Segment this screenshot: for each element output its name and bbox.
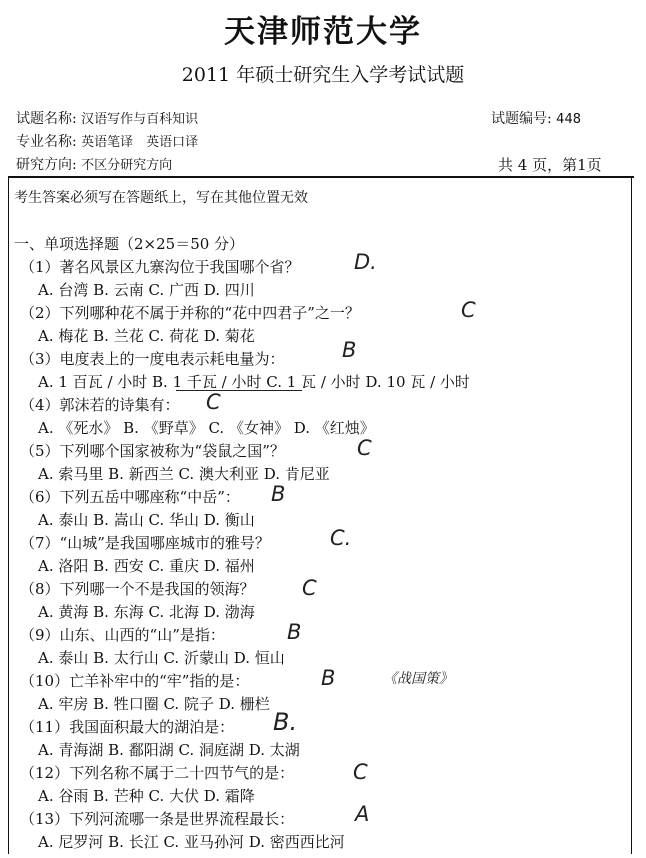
subject-row (16, 108, 198, 128)
subject-value: 汉语写作与百科知识 (81, 112, 199, 127)
major-label: 专业名称: (16, 134, 77, 150)
question-9: （9）山东、山西的“山”是指： (20, 626, 225, 644)
question-12: （12）下列名称不属于二十四节气的是： (20, 764, 295, 782)
major-row (16, 131, 198, 151)
options-10: A. 牢房 B. 牲口圈 C. 院子 D. 栅栏 (38, 695, 270, 713)
handwritten-note-10: 《战国策》 (383, 671, 453, 687)
answer-mark-6: B (271, 482, 286, 506)
question-11: （11）我国面积最大的湖泊是： (20, 718, 235, 736)
answer-mark-2: C (461, 298, 476, 322)
answer-mark-8: C (302, 576, 317, 600)
major-value: 英语笔译 英语口译 (81, 135, 199, 150)
question-13: （13）下列河流哪一条是世界流程最长： (20, 810, 295, 828)
answer-mark-10: B (321, 666, 336, 690)
options-4: A. 《死水》 B. 《野草》 C. 《女神》 D. 《红烛》 (38, 419, 375, 437)
university-title: 天津师范大学 (224, 14, 422, 50)
options-3: A. 1 百瓦 / 小时 B. 1 千瓦 / 小时 C. 1 瓦 / 小时 D. 10 瓦 / 小时 (38, 373, 470, 391)
options-5: A. 索马里 B. 新西兰 C. 澳大利亚 D. 肯尼亚 (38, 465, 330, 483)
answer-mark-1: D. (354, 250, 377, 274)
answer-mark-13: A (355, 802, 370, 826)
options-13: A. 尼罗河 B. 长江 C. 亚马孙河 D. 密西西比河 (38, 833, 345, 851)
notice-text: 考生答案必须写在答题纸上，写在其他位置无效 (14, 190, 308, 206)
answer-underline-3 (176, 390, 302, 391)
answer-mark-7: C. (330, 526, 352, 550)
options-1: A. 台湾 B. 云南 C. 广西 D. 四川 (38, 281, 255, 299)
question-1: （1）著名风景区九寨沟位于我国哪个省？ (20, 258, 300, 276)
options-9: A. 泰山 B. 太行山 C. 沂蒙山 D. 恒山 (38, 649, 285, 667)
options-2: A. 梅花 B. 兰花 C. 荷花 D. 菊花 (38, 327, 255, 345)
answer-mark-11: B. (273, 708, 298, 736)
subject-label: 试题名称: (16, 111, 77, 127)
answer-mark-12: C (353, 760, 368, 784)
question-2: （2）下列哪种花不属于并称的“花中四君子”之一？ (20, 304, 360, 322)
section-title: 一、单项选择题（2×25＝50 分） (14, 235, 245, 253)
direction-value: 不区分研究方向 (81, 158, 173, 173)
code-value: 448 (556, 112, 581, 127)
direction-row (16, 154, 172, 174)
code-label: 试题编号: (491, 111, 552, 127)
options-11: A. 青海湖 B. 鄱阳湖 C. 洞庭湖 D. 太湖 (38, 741, 300, 759)
answer-mark-5: C (357, 436, 372, 460)
question-10: （10）亡羊补牢中的“牢”指的是： (20, 672, 250, 690)
question-5: （5）下列哪个国家被称为“袋鼠之国”？ (20, 442, 285, 460)
code-row (491, 108, 581, 128)
answer-mark-9: B (287, 620, 302, 644)
question-6: （6）下列五岳中哪座称“中岳”： (20, 488, 240, 506)
options-12: A. 谷雨 B. 芒种 C. 大伏 D. 霜降 (38, 787, 255, 805)
page-count: 共 4 页，第1页 (498, 156, 602, 174)
question-7: （7）“山城”是我国哪座城市的雅号？ (20, 534, 270, 552)
question-3: （3）电度表上的一度电表示耗电量为： (20, 350, 285, 368)
options-8: A. 黄海 B. 东海 C. 北海 D. 渤海 (38, 603, 255, 621)
options-6: A. 泰山 B. 嵩山 C. 华山 D. 衡山 (38, 511, 255, 529)
options-7: A. 洛阳 B. 西安 C. 重庆 D. 福州 (38, 557, 255, 575)
question-8: （8）下列哪一个不是我国的领海？ (20, 580, 255, 598)
answer-mark-4: C (206, 390, 221, 414)
exam-title: 2011 年硕士研究生入学考试试题 (181, 64, 465, 86)
answer-mark-3: B (342, 338, 357, 362)
question-4: （4）郭沫若的诗集有： (20, 396, 180, 414)
direction-label: 研究方向: (16, 157, 77, 173)
